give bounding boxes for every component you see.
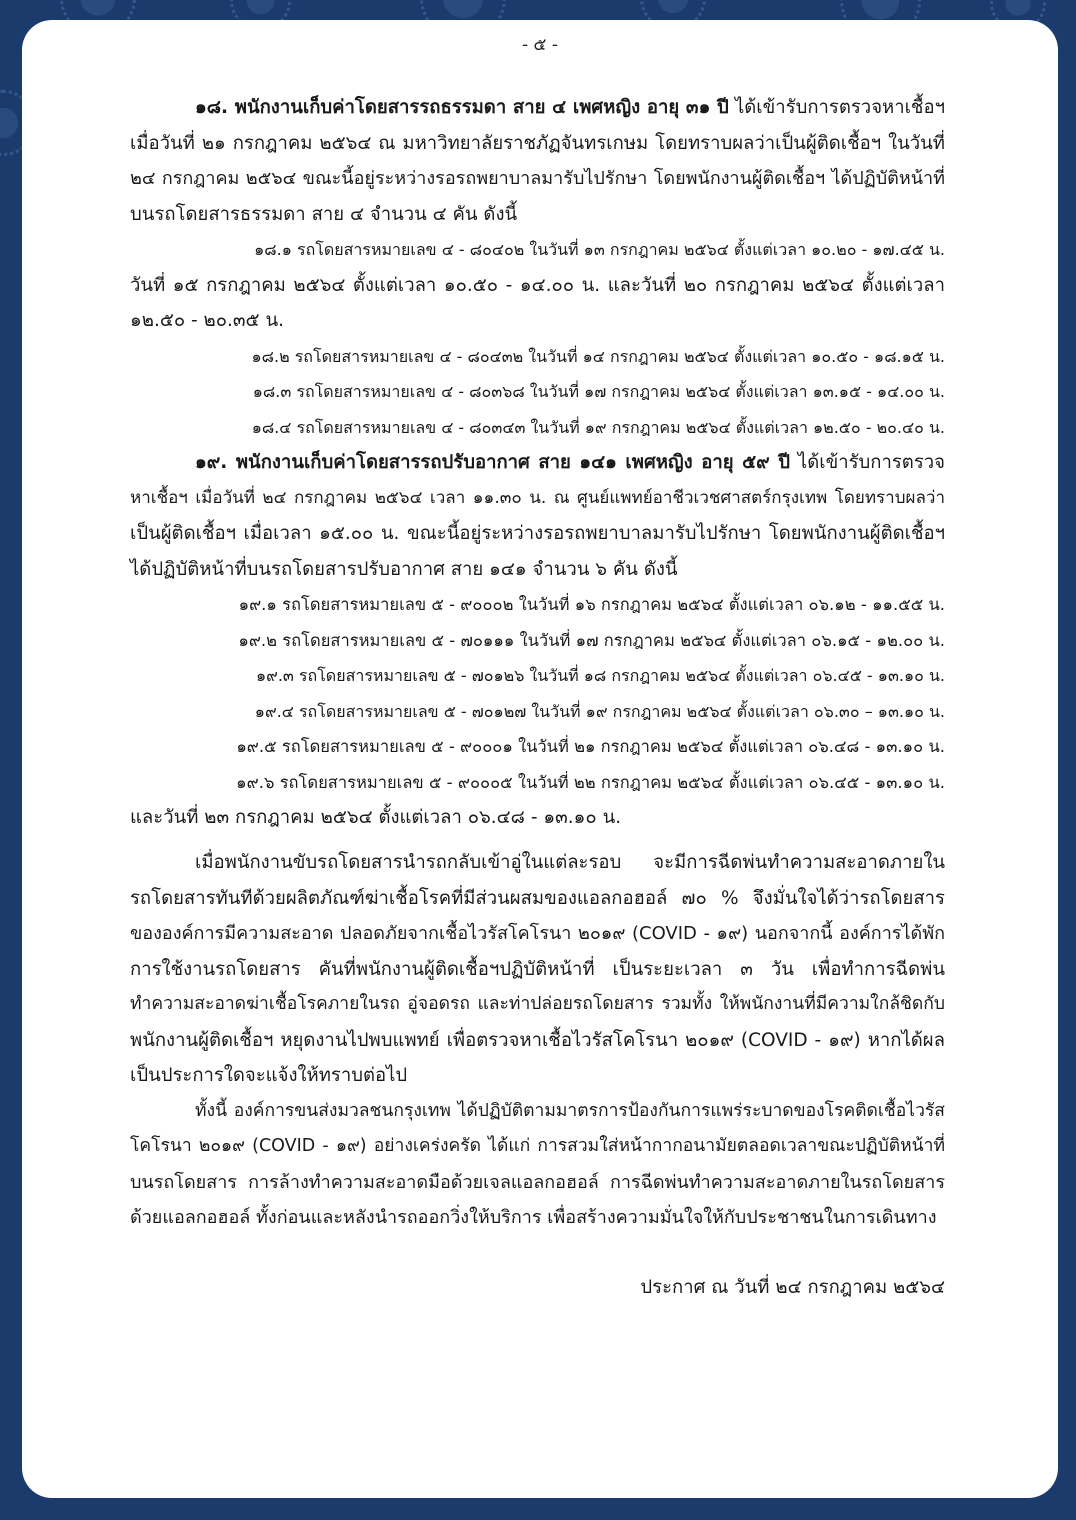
case19-bus-item: ๑๙.๓ รถโดยสารหมายเลข ๕ - ๗๐๑๒๖ ในวันที่ ๑๘ กรกฎาคม ๒๕๖๔ ตั้งแต่เวลา ๐๖.๔๕ - ๑๓.๑๐ น. [255, 666, 945, 685]
measures-paragraph-line: โคโรนา ๒๐๑๙ (COVID - ๑๙) อย่างเคร่งครัด ได้แก่ การสวมใส่หน้ากากอนามัยตลอดเวลาขณะปฏิบัติหน้าที่ [130, 1136, 945, 1156]
case19-heading: ๑๙. พนักงานเก็บค่าโดยสารรถปรับอากาศ สาย ๑๔๑ เพศหญิง อายุ ๕๙ ปี [195, 452, 790, 473]
page-number: - ๕ - [522, 35, 558, 55]
cleaning-paragraph-line: ทำความสะอาดฆ่าเชื้อโรคภายในรถ อู่จอดรถ และท่าปล่อยรถโดยสาร รวมทั้ง ให้พนักงานที่มีความใกล้ชิดกับ [130, 994, 945, 1014]
case18-heading: ๑๘. พนักงานเก็บค่าโดยสารรถธรรมดา สาย ๔ เพศหญิง อายุ ๓๑ ปี [195, 97, 729, 118]
case19-bus-item: ๑๙.๕ รถโดยสารหมายเลข ๕ - ๙๐๐๐๑ ในวันที่ ๒๑ กรกฎาคม ๒๕๖๔ ตั้งแต่เวลา ๐๖.๔๘ - ๑๓.๑๐ น. [236, 737, 945, 756]
case18-bus-item: ๑๘.๓ รถโดยสารหมายเลข ๔ - ๘๐๓๖๘ ในวันที่ ๑๗ กรกฎาคม ๒๕๖๔ ตั้งแต่เวลา ๑๓.๑๕ - ๑๔.๐๐ น. [252, 382, 945, 401]
case19-line: เป็นผู้ติดเชื้อฯ เมื่อเวลา ๑๕.๐๐ น. ขณะนี้อยู่ระหว่างรอรถพยาบาลมารับไปรักษา โดยพนักงานผู้ติดเชื้อฯ [130, 523, 945, 544]
document-body [130, 90, 945, 1306]
cleaning-paragraph-line: การใช้งานรถโดยสาร คันที่พนักงานผู้ติดเชื้อฯปฏิบัติหน้าที่ เป็นระยะเวลา ๓ วัน เพื่อทำการฉีดพ่น [130, 958, 945, 980]
case18-intro: ได้เข้ารับการตรวจหาเชื้อฯ [734, 97, 945, 118]
case18-bus-item: ๑๘.๒ รถโดยสารหมายเลข ๔ - ๘๐๔๓๒ ในวันที่ ๑๔ กรกฎาคม ๒๕๖๔ ตั้งแต่เวลา ๑๐.๕๐ - ๑๘.๑๕ น. [251, 346, 945, 366]
measures-paragraph-line: ด้วยแอลกอฮอล์ ทั้งก่อนและหลังนำรถออกวิ่งให้บริการ เพื่อสร้างความมั่นใจให้กับประชาชนในการเดินทาง [130, 1207, 937, 1228]
cleaning-paragraph-line: เมื่อพนักงานขับรถโดยสารนำรถกลับเข้าอู่ในแต่ละรอบ จะมีการฉีดพ่นทำความสะอาดภายใน [195, 852, 945, 873]
announcement-date: ประกาศ ณ วันที่ ๒๔ กรกฎาคม ๒๕๖๔ [640, 1277, 945, 1298]
case18-bus-item-continued: ๑๒.๕๐ - ๒๐.๓๕ น. [130, 310, 284, 331]
case18-heading-line [130, 90, 945, 126]
document-page [22, 20, 1058, 1498]
case19-heading-line [130, 445, 945, 481]
measures-paragraph-line: ทั้งนี้ องค์การขนส่งมวลชนกรุงเทพ ได้ปฏิบัติตามมาตรการป้องกันการแพร่ระบาดของโรคติดเชื้อไวรัส [195, 1100, 945, 1121]
case19-bus-item: ๑๙.๒ รถโดยสารหมายเลข ๕ - ๗๐๑๑๑ ในวันที่ ๑๗ กรกฎาคม ๒๕๖๔ ตั้งแต่เวลา ๐๖.๑๕ - ๑๒.๐๐ น. [238, 630, 945, 650]
measures-paragraph-line: บนรถโดยสาร การล้างทำความสะอาดมือด้วยเจลแอลกอฮอล์ การฉีดพ่นทำความสะอาดภายในรถโดยสาร [130, 1171, 945, 1193]
case19-bus-item-continued: และวันที่ ๒๓ กรกฎาคม ๒๕๖๔ ตั้งแต่เวลา ๐๖.๔๘ - ๑๓.๑๐ น. [130, 807, 622, 828]
case18-line: บนรถโดยสารธรรมดา สาย ๔ จำนวน ๔ คัน ดังนี้ [130, 203, 518, 225]
cleaning-paragraph-line: รถโดยสารทันทีด้วยผลิตภัณฑ์ฆ่าเชื้อโรคที่มีส่วนผสมของแอลกอฮอล์ ๗๐ % จึงมั่นใจได้ว่ารถโดยสาร [130, 887, 945, 909]
cleaning-paragraph-line: พนักงานผู้ติดเชื้อฯ หยุดงานไปพบแพทย์ เพื่อตรวจหาเชื้อไวรัสโคโรนา ๒๐๑๙ (COVID - ๑๙) หากได้ผล [130, 1029, 945, 1051]
case18-bus-item-continued: วันที่ ๑๕ กรกฎาคม ๒๕๖๔ ตั้งแต่เวลา ๑๐.๕๐ - ๑๔.๐๐ น. และวันที่ ๒๐ กรกฎาคม ๒๕๖๔ ตั้งแต่เวลา [130, 274, 945, 296]
cleaning-paragraph-line: ขององค์การมีความสะอาด ปลอดภัยจากเชื้อไวรัสโคโรนา ๒๐๑๙ (COVID - ๑๙) นอกจากนี้ องค์การได้พัก [130, 923, 945, 944]
case19-intro: ได้เข้ารับการตรวจ [797, 452, 945, 473]
case18-bus-item: ๑๘.๑ รถโดยสารหมายเลข ๔ - ๘๐๔๐๒ ในวันที่ ๑๓ กรกฎาคม ๒๕๖๔ ตั้งแต่เวลา ๑๐.๒๐ - ๑๗.๔๕ น. [254, 240, 945, 259]
case19-bus-item: ๑๙.๖ รถโดยสารหมายเลข ๕ - ๙๐๐๐๕ ในวันที่ ๒๒ กรกฎาคม ๒๕๖๔ ตั้งแต่เวลา ๐๖.๔๕ - ๑๓.๑๐ น. [236, 772, 945, 792]
case18-bus-item: ๑๘.๔ รถโดยสารหมายเลข ๔ - ๘๐๓๔๓ ในวันที่ ๑๙ กรกฎาคม ๒๕๖๔ ตั้งแต่เวลา ๑๒.๕๐ - ๒๐.๔๐ น. [251, 417, 945, 437]
case19-line: ได้ปฏิบัติหน้าที่บนรถโดยสารปรับอากาศ สาย ๑๔๑ จำนวน ๖ คัน ดังนี้ [130, 558, 678, 580]
cleaning-paragraph-line: เป็นประการใดจะแจ้งให้ทราบต่อไป [130, 1065, 408, 1086]
case19-bus-item: ๑๙.๔ รถโดยสารหมายเลข ๕ - ๗๐๑๒๗ ในวันที่ ๑๙ กรกฎาคม ๒๕๖๔ ตั้งแต่เวลา ๐๖.๓๐ – ๑๓.๑๐ น. [254, 701, 945, 721]
case19-line: หาเชื้อฯ เมื่อวันที่ ๒๔ กรกฎาคม ๒๕๖๔ เวลา ๑๑.๓๐ น. ณ ศูนย์แพทย์อาชีวเวชศาสตร์กรุงเทพ โดยทราบผลว่า [130, 487, 945, 508]
case18-line: เมื่อวันที่ ๒๑ กรกฎาคม ๒๕๖๔ ณ มหาวิทยาลัยราชภัฏจันทรเกษม โดยทราบผลว่าเป็นผู้ติดเชื้อฯ ในวันที่ [130, 132, 945, 154]
case19-bus-item: ๑๙.๑ รถโดยสารหมายเลข ๕ - ๙๐๐๐๒ ในวันที่ ๑๖ กรกฎาคม ๒๕๖๔ ตั้งแต่เวลา ๐๖.๑๒ - ๑๑.๕๕ น. [238, 595, 945, 614]
case18-line: ๒๔ กรกฎาคม ๒๕๖๔ ขณะนี้อยู่ระหว่างรอรถพยาบาลมารับไปรักษา โดยพนักงานผู้ติดเชื้อฯ ได้ปฏิบัติหน้าที่ [130, 168, 945, 189]
